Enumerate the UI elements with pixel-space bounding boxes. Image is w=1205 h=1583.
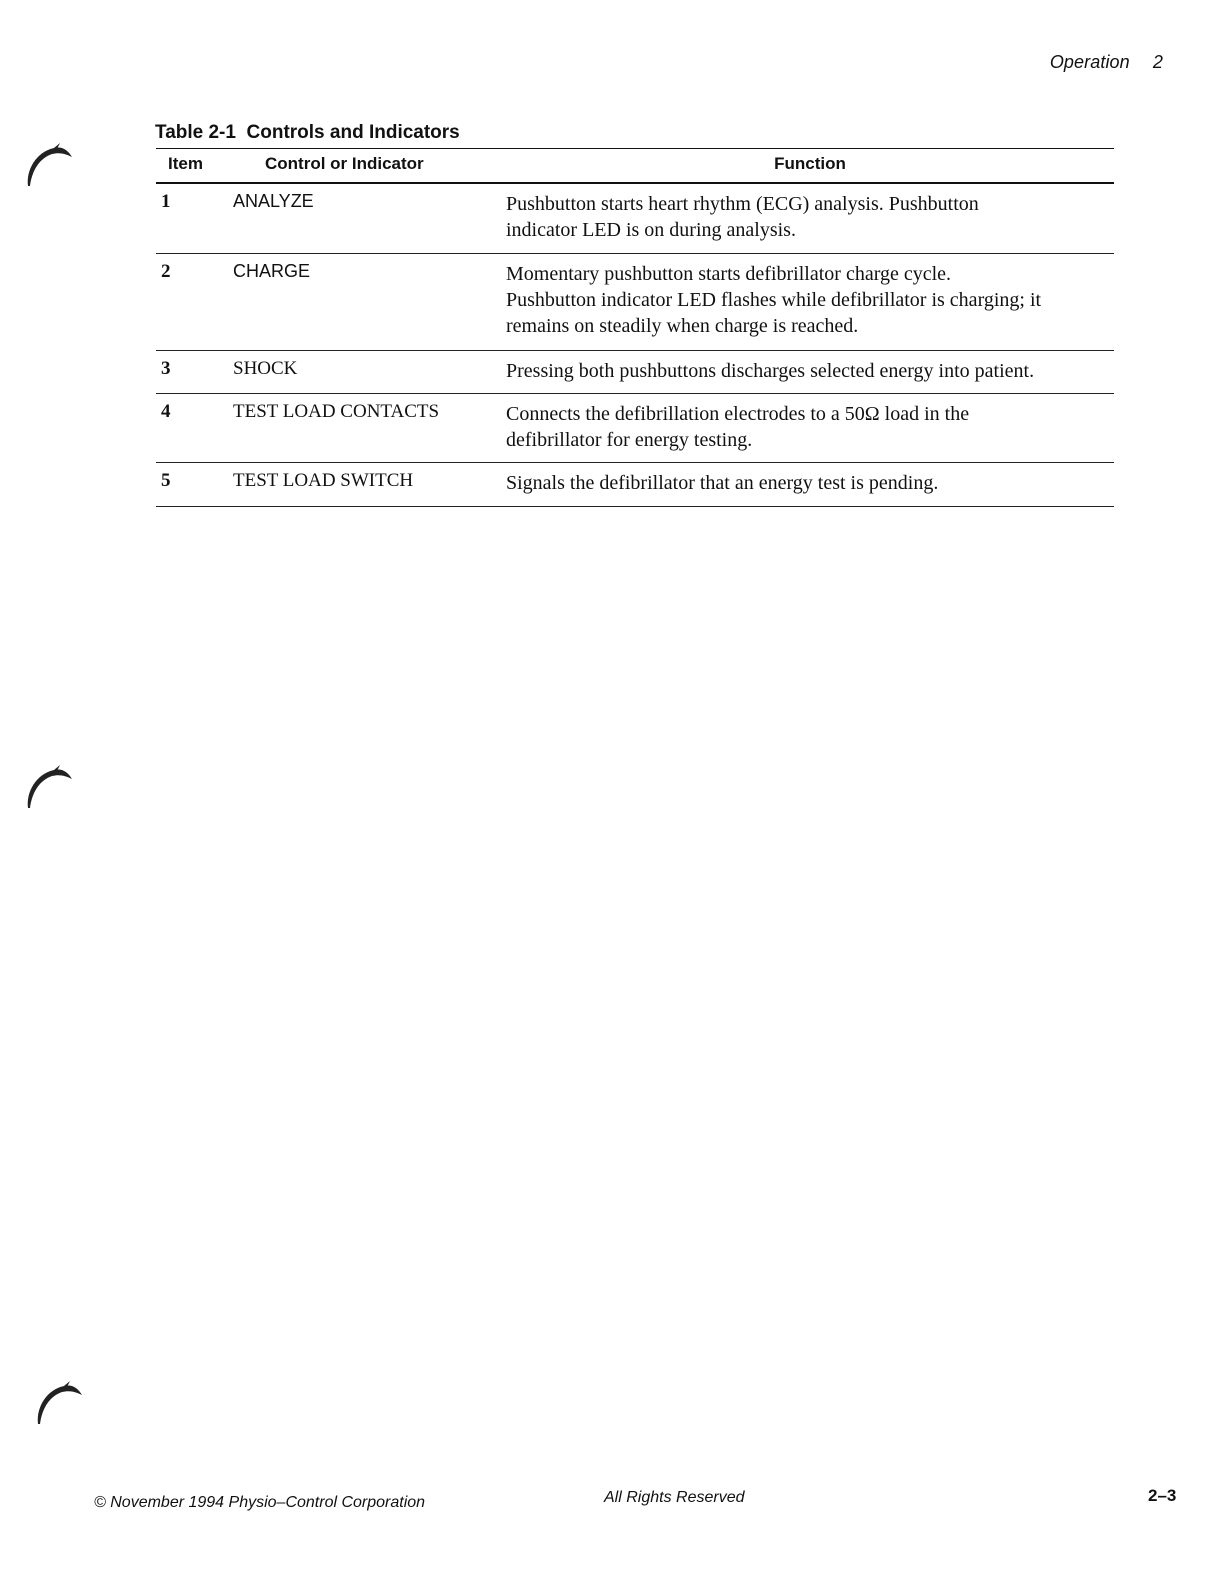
column-header-item: Item [168, 154, 203, 173]
binder-hole-mark-icon [30, 1378, 86, 1428]
row-function-text: Connects the defibrillation electrodes to a 50Ω load in the defibrillator for energy testing. [506, 403, 970, 451]
table-header [156, 149, 1114, 184]
page-number: 2–3 [1148, 1486, 1177, 1505]
row-control-name: TEST LOAD CONTACTS [233, 401, 440, 422]
row-function-text: Signals the defibrillator that an energy test is pending. [506, 472, 939, 494]
running-title: Operation [1049, 52, 1130, 72]
table-row [156, 254, 1114, 351]
running-header [1050, 52, 1163, 73]
table-row [156, 463, 1114, 507]
row-function-text: Momentary pushbutton starts defibrillator charge cycle. Pushbutton indicator LED flashes while defibrillator is charging; it remains on steadily when charge is reached. [506, 263, 1042, 337]
row-item-number: 5 [161, 470, 171, 491]
table-row [156, 184, 1114, 254]
row-item-number: 1 [161, 191, 171, 212]
row-item-number: 4 [161, 401, 171, 422]
table-row [156, 394, 1114, 463]
row-control-name: CHARGE [233, 261, 311, 281]
footer-copyright: © November 1994 Physio–Control Corporation [94, 1494, 426, 1511]
binder-hole-mark-icon [20, 140, 76, 190]
chapter-number: 2 [1152, 52, 1163, 72]
row-item-number: 2 [161, 261, 171, 282]
table-row [156, 351, 1114, 394]
table-title: Table 2-1 Controls and Indicators [155, 122, 460, 143]
row-control-name: ANALYZE [233, 191, 314, 211]
controls-indicators-table [156, 148, 1114, 507]
binder-hole-mark-icon [20, 762, 76, 812]
footer-rights: All Rights Reserved [604, 1489, 745, 1506]
row-control-name: SHOCK [233, 358, 298, 379]
column-header-control: Control or Indicator [265, 154, 424, 173]
row-item-number: 3 [161, 358, 171, 379]
row-control-name: TEST LOAD SWITCH [233, 470, 414, 491]
row-function-text: Pressing both pushbuttons discharges selected energy into patient. [506, 360, 1035, 382]
row-function-text: Pushbutton starts heart rhythm (ECG) analysis. Pushbutton indicator LED is on during analysis. [506, 193, 979, 241]
column-header-function: Function [774, 154, 846, 173]
